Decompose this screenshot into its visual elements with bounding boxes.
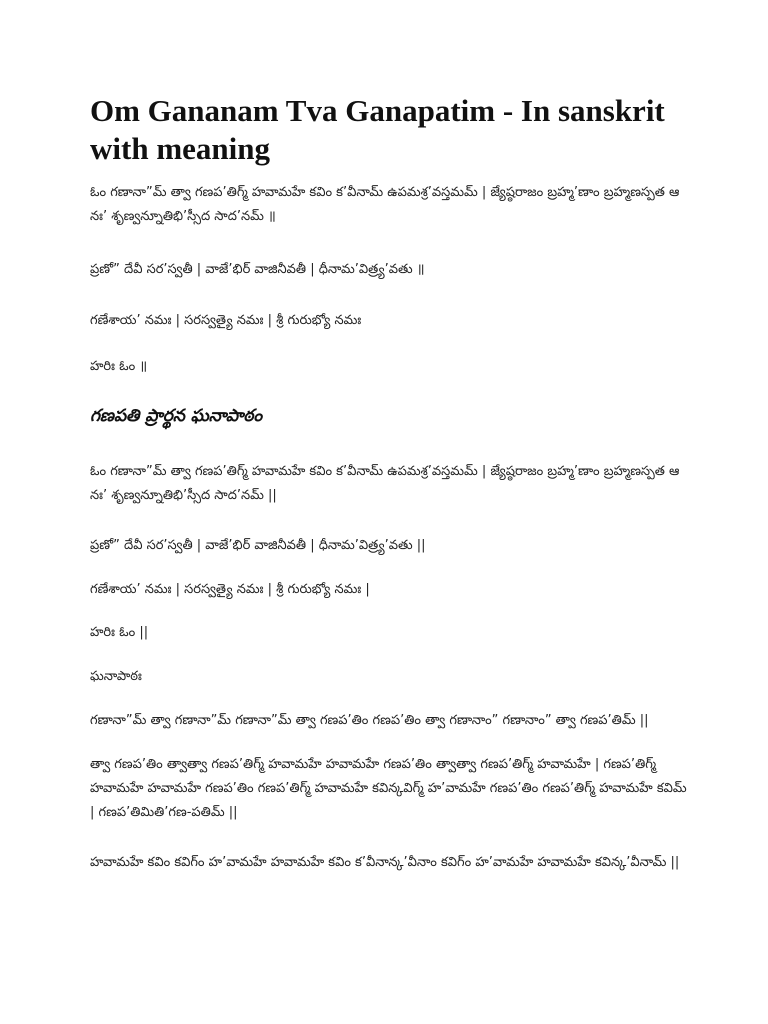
ghana-paragraph: గణేశాయ’ నమః | సరస్వత్యై నమః | శ్రీ గురుభ్యో నమః |: [90, 582, 370, 597]
section-heading: గణపతి ప్రార్థన ఘనాపాఠం: [90, 406, 263, 426]
ghana-label: ఘనాపాఠః: [90, 669, 142, 684]
verse-paragraph: హరిః ఓం ॥: [90, 359, 148, 374]
ghana-paragraph: హరిః ఓం ||: [90, 625, 149, 640]
ghana-paragraph: గణానా”మ్ త్వా గణానా”మ్ గణానా”మ్ త్వా గణప’తిం గణప’తిం త్వా గణానాం” గణానాం” త్వా గణప’తిమ్ ||: [90, 713, 649, 728]
ghana-paragraph: ప్రణో” దేవీ సర’స్వతీ | వాజే’భిర్ వాజినీవతీ | ధీనామ’విత్ర్య’వతు ||: [90, 538, 426, 553]
verse-paragraph: గణేశాయ’ నమః | సరస్వత్యై నమః | శ్రీ గురుభ్యో నమః: [90, 313, 362, 328]
verse-paragraph: ఓం గణానా”మ్ త్వా గణప’తిగ్మ్ హవామహే కవిం క’వీనామ్ ఉపమశ్ర’వస్తమమ్ | జ్యేష్ఠరాజం బ్రహ్మ’ణాం బ్రహ్మణస్పత ఆ నః’ శృణ్వన్నూతిభి’స్సీద సాద’నమ్ ॥: [90, 185, 680, 224]
page-title: Om Gananam Tva Ganapatim - In sanskrit with meaning: [90, 93, 665, 166]
ghana-paragraph: ఓం గణానా”మ్ త్వా గణప’తిగ్మ్ హవామహే కవిం క’వీనామ్ ఉపమశ్ర’వస్తమమ్ | జ్యేష్ఠరాజం బ్రహ్మ’ణాం బ్రహ్మణస్పత ఆ నః’ శృణ్వన్నూతిభి’స్సీద సాద’నమ్ ||: [90, 464, 680, 503]
verse-paragraph: ప్రణో” దేవీ సర’స్వతీ | వాజే’భిర్ వాజినీవతీ | ధీనామ’విత్ర్య’వతు ॥: [90, 262, 425, 277]
ghana-paragraph: త్వా గణప’తిం త్వాత్వా గణప’తిగ్మ్ హవామహే హవామహే గణప’తిం త్వాత్వా గణప’తిగ్మ్ హవామహే | గణప’తిగ్మ్ హవామహే హవామహే గణప’తిం గణప’తిగ్మ్ హవామహే కవిన్కవిగ్మ్ హ’వామహే గణప’తిం గణప’తిగ్మ్ హవామహే కవిమ్ | గణప’తిమితి’గణ-పతిమ్ ||: [90, 757, 687, 820]
ghana-paragraph: హవామహే కవిం కవిగ్ం హ’వామహే హవామహే కవిం క’వీనాన్క’వీనాం కవిగ్ం హ’వామహే హవామహే కవిన్క’వీనామ్ ||: [90, 855, 680, 870]
